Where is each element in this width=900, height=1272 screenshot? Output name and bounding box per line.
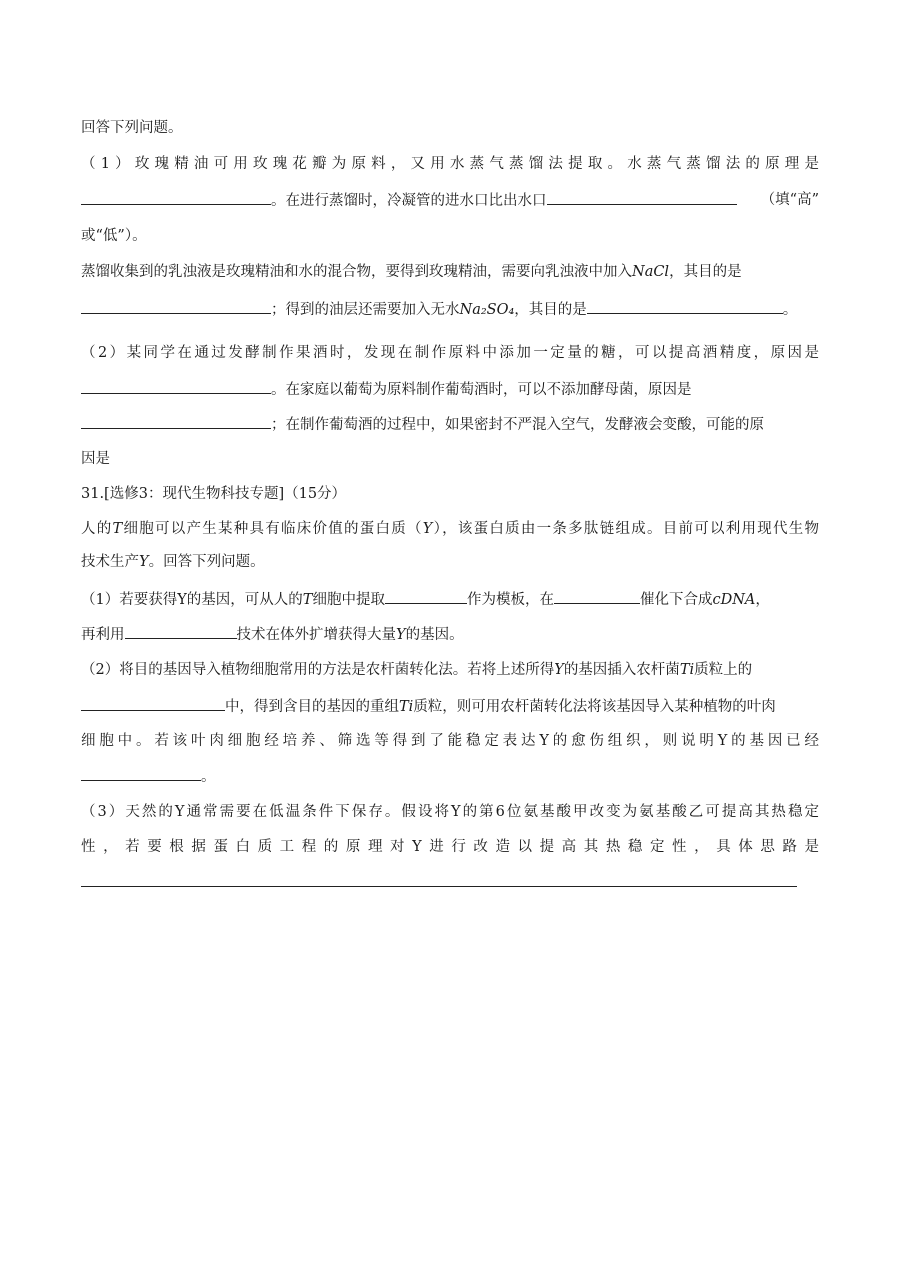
nacl-formula: NaCl (632, 264, 670, 280)
q31-p1-line2 (81, 624, 819, 645)
var-ti: Ti (679, 662, 695, 678)
q31-intro2 (81, 552, 819, 572)
answer-blank[interactable] (81, 299, 271, 314)
answer-blank[interactable] (547, 190, 737, 205)
q31-intro1 (81, 519, 819, 539)
q31-p2-line2 (81, 696, 819, 717)
q31-intro1-c: ），该蛋白质由一条多肽链组成。目前可以利用现代生物 (432, 521, 820, 537)
q1-line5 (81, 299, 819, 320)
q31-p2-b: 的基因插入农杆菌 (563, 662, 680, 678)
answer-blank[interactable] (81, 190, 271, 205)
answer-blank[interactable] (554, 589, 640, 604)
answer-blank[interactable] (81, 379, 271, 394)
na2so4-formula: Na₂SO₄ (459, 302, 515, 318)
q1-line4-text: 蒸馏收集到的乳浊液是玫瑰精油和水的混合物，要得到玫瑰精油，需要向乳浊液中加入 (81, 264, 632, 280)
q31-p2-c: 质粒上的 (694, 662, 753, 678)
q1-line5-end: 。 (782, 302, 798, 318)
q31-p2-line1 (81, 660, 819, 680)
q31-p1-a: （1）若要获得Y的基因，可从人的 (81, 592, 303, 608)
q31-p1-l2-a: 再利用 (81, 627, 125, 643)
q31-p3-line3 (81, 872, 819, 893)
q2-line3 (81, 414, 819, 435)
q31-p2-l2-b: 质粒，则可用农杆菌转化法将该基因导入某种植物的叶肉 (413, 699, 776, 715)
answer-blank[interactable] (125, 624, 237, 639)
intro-text: 回答下列问题。 (81, 120, 183, 136)
answer-blank[interactable] (81, 766, 201, 781)
var-y: Y (554, 662, 564, 678)
q31-p3-line1: （3）天然的Y通常需要在低温条件下保存。假设将Y的第6位氨基酸甲改变为氨基酸乙可提高其热稳定 (81, 804, 819, 820)
answer-blank[interactable] (81, 872, 797, 887)
answer-blank[interactable] (81, 414, 271, 429)
q31-p1-l2-b: 技术在体外扩增获得大量 (236, 627, 396, 643)
var-y: Y (422, 521, 433, 537)
var-y: Y (139, 554, 149, 570)
q31-p1-l2-c: 的基因。 (405, 627, 464, 643)
q2-line2 (81, 379, 819, 400)
q1-line4-text-b: ，其目的是 (669, 264, 742, 280)
var-ti: Ti (399, 699, 414, 715)
q31-intro2-b: 。回答下列问题。 (148, 554, 265, 570)
answer-blank[interactable] (587, 299, 783, 314)
q2-line4: 因是 (81, 451, 110, 467)
q31-p2-l4-end: 。 (201, 769, 216, 785)
var-y: Y (396, 627, 406, 643)
q31-p1-c: 作为模板，在 (466, 592, 554, 608)
q1-line2-text: 。在进行蒸馏时，冷凝管的进水口比出水口 (271, 193, 547, 209)
var-t: T (302, 592, 313, 608)
answer-blank[interactable] (385, 589, 467, 604)
q31-p1-line1 (81, 589, 819, 610)
q31-p2-line4 (81, 766, 819, 787)
q31-intro1-a: 人的 (81, 521, 113, 537)
q31-p2-line3: 细胞中。若该叶肉细胞经培养、筛选等得到了能稳定表达Y的愈伤组织，则说明Y的基因已经 (81, 733, 819, 749)
q31-p2-l2-a: 中，得到含目的基因的重组 (225, 699, 399, 715)
q2-line1: （2）某同学在通过发酵制作果酒时，发现在制作原料中添加一定量的糖，可以提高酒精度，原因是 (81, 345, 819, 361)
q31-p3-line2: 性，若要根据蛋白质工程的原理对Y进行改造以提高其热稳定性，具体思路是 (81, 839, 819, 855)
q1-line1: （1）玫瑰精油可用玫瑰花瓣为原料，又用水蒸气蒸馏法提取。水蒸气蒸馏法的原理是 (81, 156, 819, 172)
q1-line2 (81, 190, 819, 211)
q1-line5-text: ；得到的油层还需要加入无水 (271, 302, 460, 318)
var-cdna: cDNA (712, 592, 756, 608)
q31-p1-d: 催化下合成 (639, 592, 713, 608)
q2-line2-text: 。在家庭以葡萄为原料制作葡萄酒时，可以不添加酵母菌，原因是 (271, 382, 692, 398)
q1-line4 (81, 262, 819, 282)
q31-intro2-a: 技术生产 (81, 554, 139, 570)
q1-line2-end: （填“高” (760, 192, 819, 208)
q31-intro1-b: 细胞可以产生某种具有临床价值的蛋白质（ (122, 521, 423, 537)
var-t: T (112, 521, 123, 537)
q31-p1-e: ， (755, 592, 770, 608)
q1-line5-text-b: ，其目的是 (514, 302, 587, 318)
q1-line3: 或“低”）。 (81, 228, 147, 244)
q2-line3-text: ；在制作葡萄酒的过程中，如果密封不严混入空气，发酵液会变酸，可能的原 (271, 417, 764, 433)
q31-p1-b: 细胞中提取 (312, 592, 385, 608)
answer-blank[interactable] (81, 696, 225, 711)
q31-heading: 31.[选修3：现代生物科技专题]（15分） (81, 486, 347, 502)
q31-p2-a: （2）将目的基因导入植物细胞常用的方法是农杆菌转化法。若将上述所得 (81, 662, 555, 678)
